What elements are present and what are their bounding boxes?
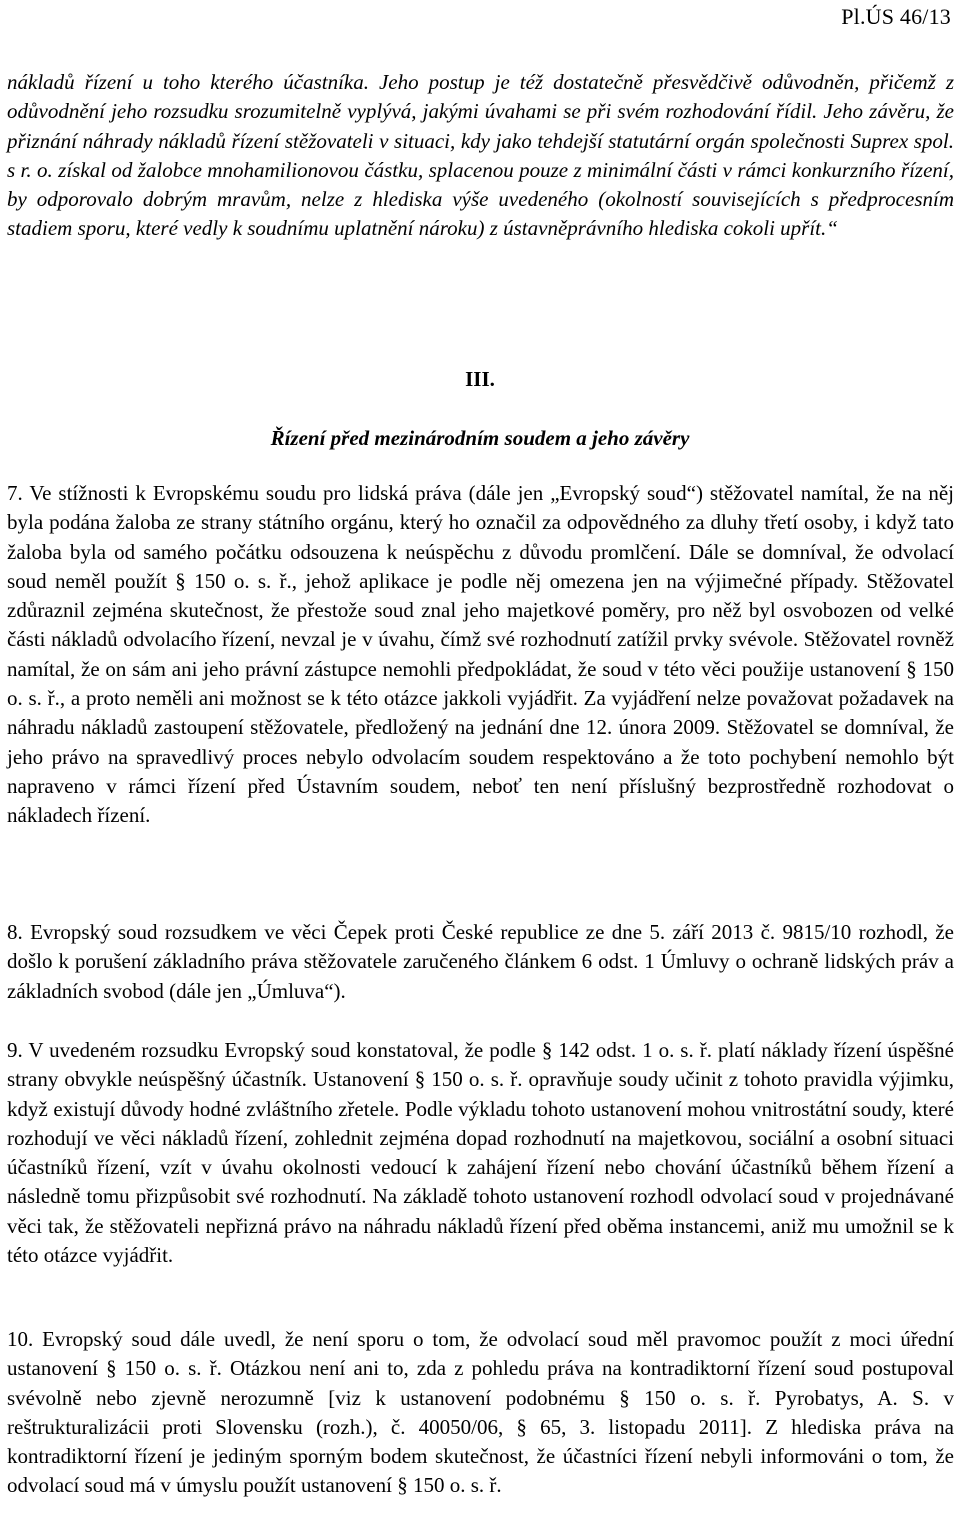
page-number: Pl.ÚS 46/13 (841, 4, 951, 29)
paragraph-9: 9. V uvedeném rozsudku Evropský soud konstatoval, že podle § 142 odst. 1 o. s. ř. platí náklady řízení úspěšné strany obvykle neúspěšný účastník. Ustanovení § 150 o. s. ř. opravňuje soudy učinit z tohoto pravidla výjimku, když existují důvody hodné zvláštního zřetele. Podle výkladu tohoto ustanovení mohou vnitrostátní soudy, které rozhodují ve věci nákladů řízení, zohlednit zejména dopad rozhodnutí na majetkovou, sociální a osobní situaci účastníků řízení, vzít v úvahu okolnosti vedoucí k zahájení řízení nebo chování účastníků během řízení a následně tomu přizpůsobit své rozhodnutí. Na základě tohoto ustanovení rozhodl odvolací soud v projednávané věci tak, že stěžovateli nepřizná právo na náhradu nákladů řízení před oběma instancemi, aniž mu umožnil se k této otázce vyjádřit. (7, 1038, 954, 1268)
section-number: III. (465, 367, 495, 391)
quoted-text: nákladů řízení u toho kterého účastníka. Jeho postup je též dostatečně přesvědčivě odůvodněn, přičemž z odůvodnění jeho rozsudku srozumitelně vyplývá, jakými úvahami se při svém rozhodování řídil. Jeho závěru, že přiznání náhrady nákladů řízení stěžovateli v situaci, kdy jako tehdejší statutární orgán společnosti Suprex spol. s r. o. získal od žalobce mnohamilionovou částku, splacenou pouze z minimální části v rámci konkurzního řízení, by odporovalo dobrým mravům, nelze z hlediska výše uvedeného (okolností souvisejících s předprocesním stadiem sporu, které vedly k soudnímu uplatnění nároku) z ústavněprávního hlediska cokoli upřít.“ (7, 70, 954, 241)
paragraph-10: 10. Evropský soud dále uvedl, že není sporu o tom, že odvolací soud měl pravomoc použít z moci úřední ustanovení § 150 o. s. ř. Otázkou není ani to, zda z pohledu práva na kontradiktorní řízení soud postupoval svévolně nebo zjevně nerozumně [viz k ustanovení podobnému § 150 o. s. ř. Pyrobatys, A. S. v reštrukturalizácii proti Slovensku (rozh.), č. 40050/06, § 65, 3. listopadu 2011]. Z hlediska práva na kontradiktorní řízení je jediným sporným bodem skutečnost, že účastníci řízení nebyli informováni o tom, že odvolací soud má v úmyslu použít ustanovení § 150 o. s. ř. (7, 1327, 954, 1498)
paragraph-7: 7. Ve stížnosti k Evropskému soudu pro lidská práva (dále jen „Evropský soud“) stěžovatel namítal, že na něj byla podána žaloba ze strany státního orgánu, který ho označil za odpovědného za dluhy třetí osoby, i když tato žaloba byla od samého počátku odsouzena k neúspěchu z důvodu promlčení. Dále se domníval, že odvolací soud neměl použít § 150 o. s. ř., jehož aplikace je podle něj omezena jen na výjimečné případy. Stěžovatel zdůraznil zejména skutečnost, že přestože soud znal jeho majetkové poměry, pro něž byl osvobozen od velké části nákladů odvolacího řízení, nevzal je v úvahu, čímž své rozhodnutí zatížil prvky svévole. Stěžovatel rovněž namítal, že on sám ani jeho právní zástupce nemohli předpokládat, že soud v této věci použije ustanovení § 150 o. s. ř., a proto neměli ani možnost se k této otázce jakkoli vyjádřit. Za vyjádření nelze považovat požadavek na náhradu nákladů zastoupení stěžovatele, předložený na jednání dne 12. února 2009. Stěžovatel se domníval, že jeho právo na spravedlivý proces nebylo odvolacím soudem respektováno a že toto pochybení nemohlo být napraveno v rámci řízení před Ústavním soudem, neboť ten není příslušný bezprostředně rozhodovat o nákladech řízení. (7, 481, 954, 828)
paragraph-8: 8. Evropský soud rozsudkem ve věci Čepek proti České republice ze dne 5. září 2013 č. 9815/10 rozhodl, že došlo k porušení základního práva stěžovatele zaručeného článkem 6 odst. 1 Úmluvy o ochraně lidských práv a základních svobod (dále jen „Úmluva“). (7, 920, 954, 1003)
section-title: Řízení před mezinárodním soudem a jeho závěry (270, 426, 690, 450)
